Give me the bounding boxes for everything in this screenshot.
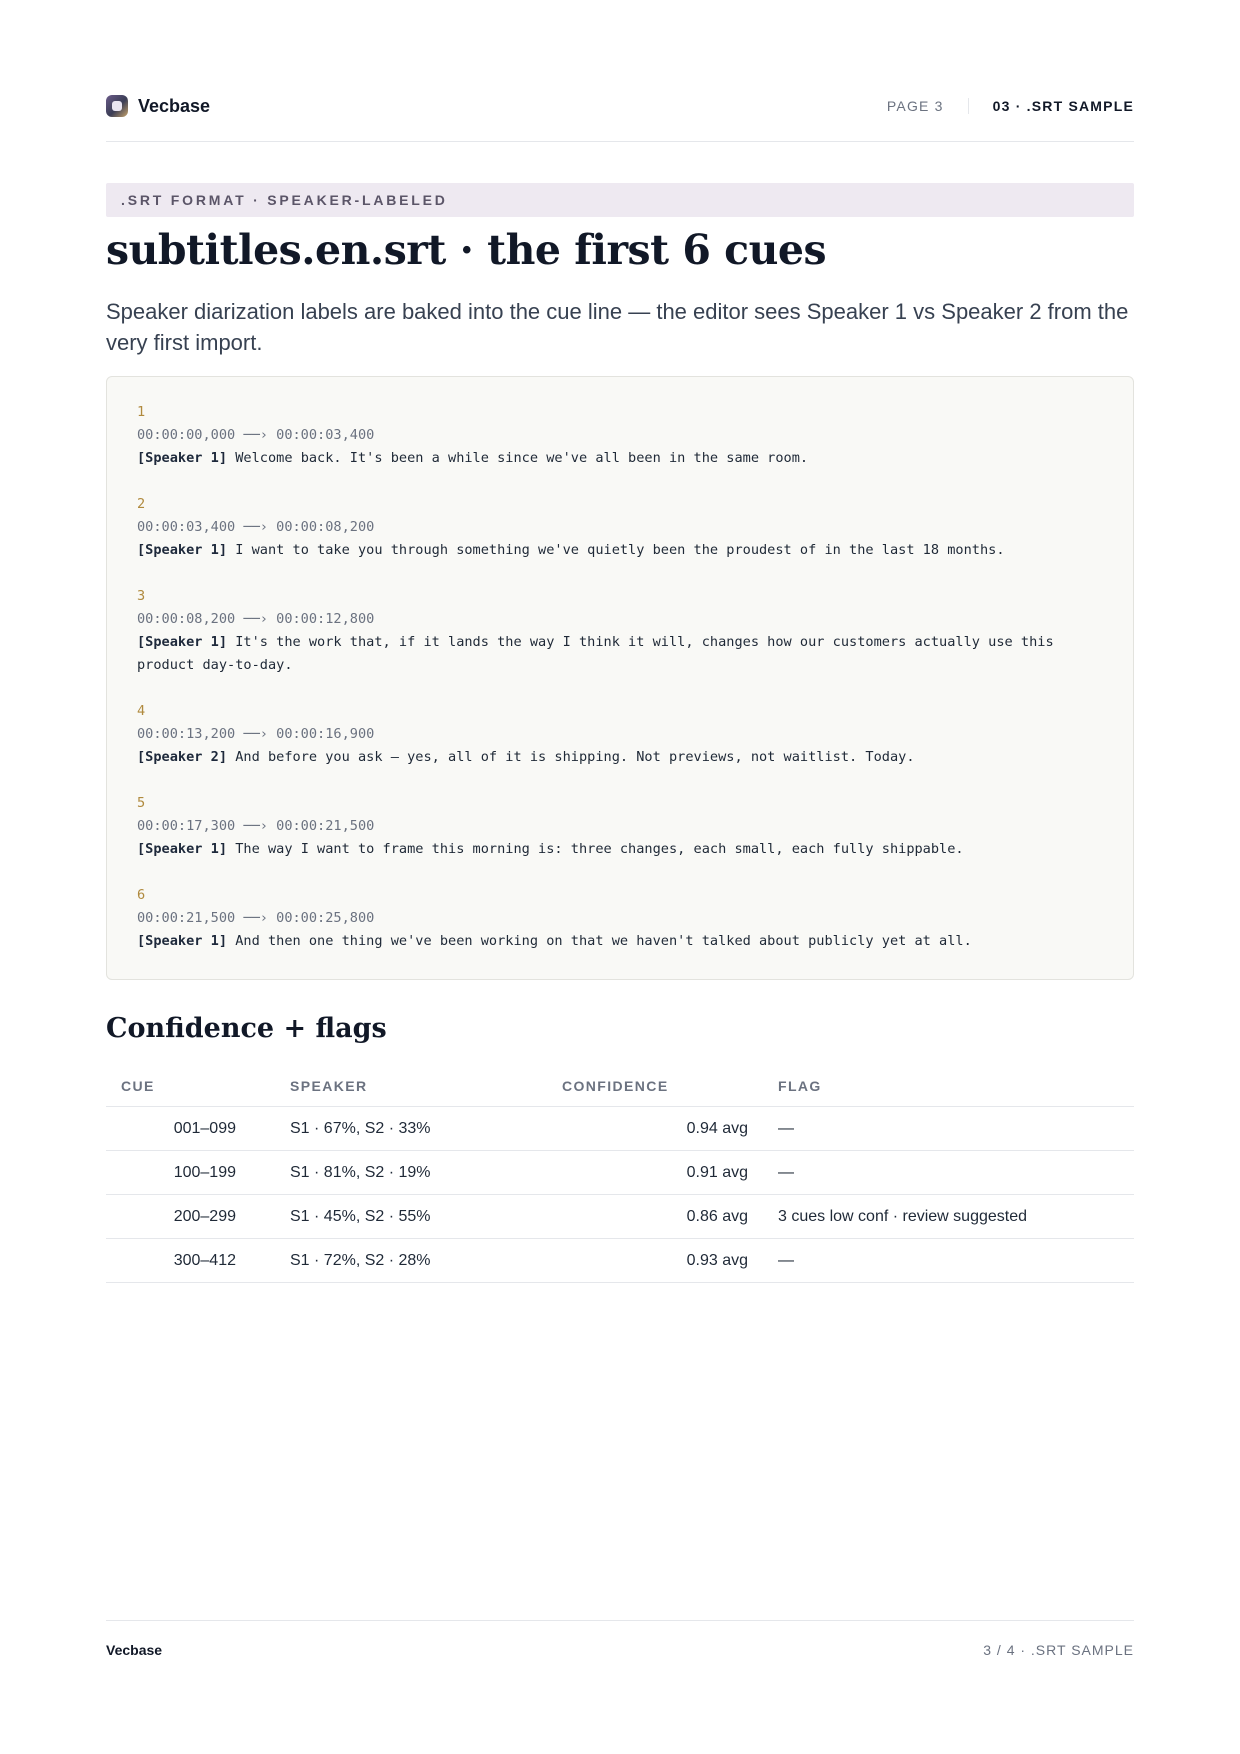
header-divider xyxy=(106,141,1134,142)
table-row xyxy=(106,1239,1134,1283)
brand-name: Vecbase xyxy=(138,95,211,116)
cue-text: And before you ask — yes, all of it is shipping. Not previews, not waitlist. Today. xyxy=(235,749,915,765)
cue-number: 4 xyxy=(137,703,146,719)
cell-speaker: S1 · 81%, S2 · 19% xyxy=(260,1151,540,1195)
cell-cue: 300–412 xyxy=(106,1239,260,1283)
cell-confidence: 0.86 avg xyxy=(540,1195,778,1239)
vecbase-logo-icon xyxy=(106,95,128,117)
table-row xyxy=(106,1195,1134,1239)
confidence-table xyxy=(106,1066,1134,1283)
cell-confidence: 0.94 avg xyxy=(540,1107,778,1151)
srt-cue xyxy=(137,401,1103,470)
footer-page-info: 3 / 4 · .SRT SAMPLE xyxy=(983,1642,1134,1658)
eyebrow-label: .SRT FORMAT · SPEAKER-LABELED xyxy=(106,183,1134,217)
column-header-confidence: CONFIDENCE xyxy=(562,1078,669,1094)
cue-number: 6 xyxy=(137,887,146,903)
cue-line xyxy=(137,746,1103,769)
cue-line xyxy=(137,447,1103,470)
header-meta xyxy=(887,98,1134,114)
brand xyxy=(106,95,210,117)
cue-timestamp: 00:00:17,300 ──› 00:00:21,500 xyxy=(137,818,375,834)
lede-paragraph: Speaker diarization labels are baked into the cue line — the editor sees Speaker 1 vs Speaker 2 from the very first import. xyxy=(106,299,1129,355)
srt-cue xyxy=(137,493,1103,562)
column-header-cue: CUE xyxy=(121,1078,155,1094)
srt-cue xyxy=(137,884,1103,953)
cell-cue: 001–099 xyxy=(106,1107,260,1151)
srt-code-block xyxy=(106,376,1134,980)
cue-text: I want to take you through something we've quietly been the proudest of in the last 18 months. xyxy=(235,542,1005,558)
srt-cue xyxy=(137,792,1103,861)
speaker-label: [Speaker 1] xyxy=(137,542,228,558)
table-row xyxy=(106,1151,1134,1195)
cell-flag: — xyxy=(778,1107,1134,1151)
srt-cue xyxy=(137,585,1103,677)
cue-line xyxy=(137,631,1103,677)
cue-text: The way I want to frame this morning is: three changes, each small, each fully shippable. xyxy=(235,841,964,857)
speaker-label: [Speaker 2] xyxy=(137,749,228,765)
footer-divider xyxy=(106,1620,1134,1621)
cue-line xyxy=(137,930,1103,953)
cue-line xyxy=(137,539,1103,562)
page-footer xyxy=(106,1642,1134,1658)
cue-number: 2 xyxy=(137,496,146,512)
cell-flag: — xyxy=(778,1151,1134,1195)
cue-timestamp: 00:00:21,500 ──› 00:00:25,800 xyxy=(137,910,375,926)
table-header-row xyxy=(106,1066,1134,1107)
cue-text: And then one thing we've been working on that we haven't talked about publicly yet at all. xyxy=(235,933,972,949)
cell-confidence: 0.93 avg xyxy=(540,1239,778,1283)
cue-timestamp: 00:00:03,400 ──› 00:00:08,200 xyxy=(137,519,375,535)
cue-timestamp: 00:00:08,200 ──› 00:00:12,800 xyxy=(137,611,375,627)
srt-cue xyxy=(137,700,1103,769)
cell-cue: 100–199 xyxy=(106,1151,260,1195)
section-heading: Confidence + flags xyxy=(106,1013,387,1044)
cell-speaker: S1 · 67%, S2 · 33% xyxy=(260,1107,540,1151)
speaker-label: [Speaker 1] xyxy=(137,933,228,949)
speaker-label: [Speaker 1] xyxy=(137,841,228,857)
section-label: 03 · .SRT SAMPLE xyxy=(992,98,1134,114)
cell-speaker: S1 · 72%, S2 · 28% xyxy=(260,1239,540,1283)
cue-timestamp: 00:00:00,000 ──› 00:00:03,400 xyxy=(137,427,375,443)
cell-cue: 200–299 xyxy=(106,1195,260,1239)
cell-confidence: 0.91 avg xyxy=(540,1151,778,1195)
cue-number: 3 xyxy=(137,588,146,604)
footer-brand: Vecbase xyxy=(106,1642,163,1658)
cue-text: Welcome back. It's been a while since we've all been in the same room. xyxy=(235,450,809,466)
page-header xyxy=(106,88,1134,124)
speaker-label: [Speaker 1] xyxy=(137,450,228,466)
document-page xyxy=(106,0,1134,1754)
cell-flag: 3 cues low conf · review suggested xyxy=(778,1195,1134,1239)
cue-line xyxy=(137,838,1103,861)
cell-flag: — xyxy=(778,1239,1134,1283)
column-header-speaker: SPEAKER xyxy=(290,1078,368,1094)
cue-timestamp: 00:00:13,200 ──› 00:00:16,900 xyxy=(137,726,375,742)
speaker-label: [Speaker 1] xyxy=(137,634,228,650)
cell-speaker: S1 · 45%, S2 · 55% xyxy=(260,1195,540,1239)
page-number: PAGE 3 xyxy=(887,98,969,114)
cue-number: 5 xyxy=(137,795,146,811)
column-header-flag: FLAG xyxy=(778,1078,822,1094)
cue-number: 1 xyxy=(137,404,146,420)
table-row xyxy=(106,1107,1134,1151)
cue-text: It's the work that, if it lands the way I think it will, changes how our customers actually use this product day-to-day. xyxy=(137,634,1054,673)
page-title: subtitles.en.srt · the first 6 cues xyxy=(106,226,827,274)
